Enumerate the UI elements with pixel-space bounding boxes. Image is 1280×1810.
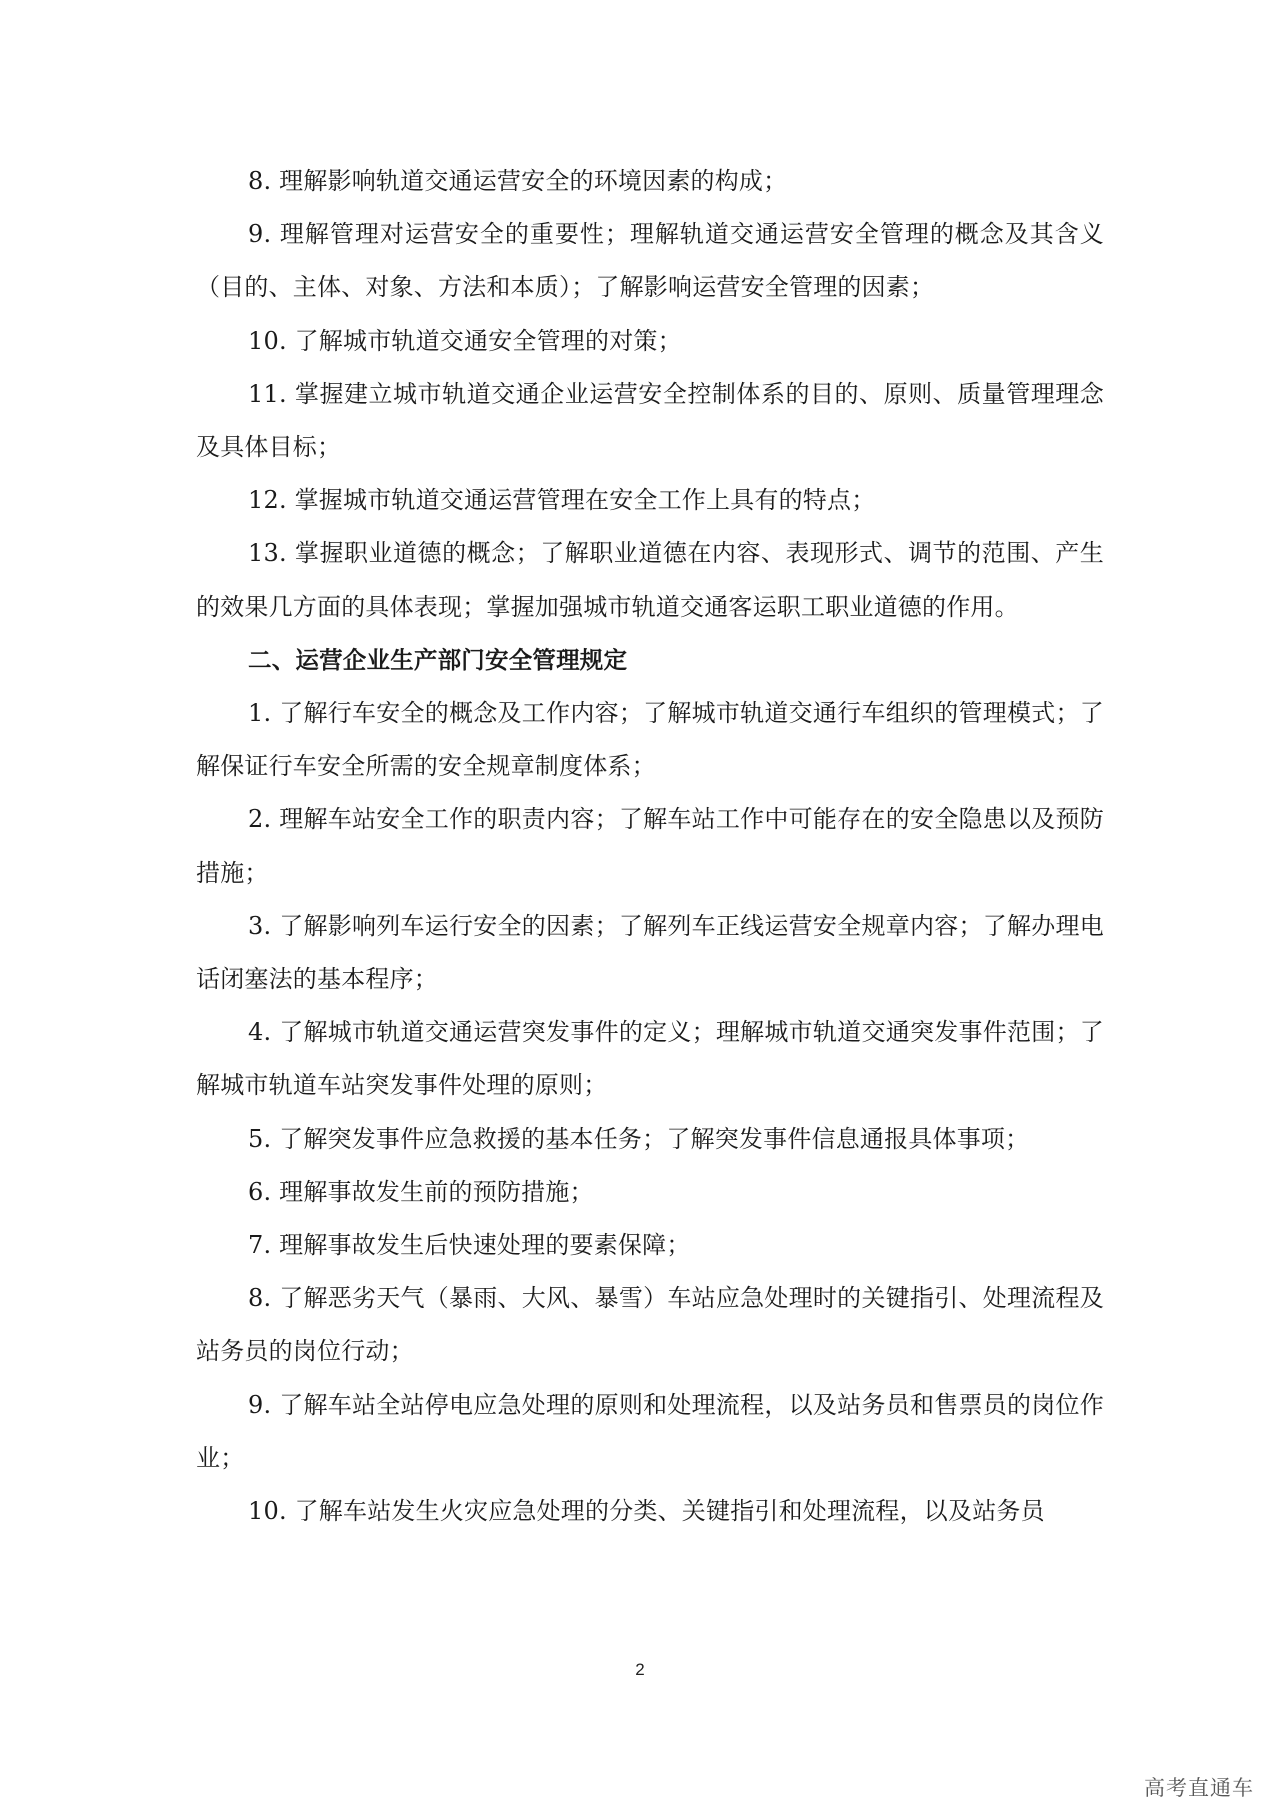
section-item-3: 3. 了解影响列车运行安全的因素；了解列车正线运营安全规章内容；了解办理电话闭塞法的基本程序；: [196, 911, 1104, 994]
section-item-2: 2. 理解车站安全工作的职责内容；了解车站工作中可能存在的安全隐患以及预防措施；: [196, 805, 1104, 887]
section-item-4: 4. 了解城市轨道交通运营突发事件的定义；理解城市轨道交通突发事件范围；了解城市轨道车站突发事件处理的原则；: [196, 1018, 1104, 1100]
section-heading: 二、运营企业生产部门安全管理规定: [248, 645, 628, 674]
paragraph-item-9: 9. 理解管理对运营安全的重要性；理解轨道交通运营安全管理的概念及其含义（目的、主体、对象、方法和本质）；了解影响运营安全管理的因素；: [196, 220, 1104, 302]
paragraph-item-11: 11. 掌握建立城市轨道交通企业运营安全控制体系的目的、原则、质量管理理念及具体目标；: [196, 379, 1104, 462]
document-body: [196, 155, 1104, 1538]
section-item-7: 7. 理解事故发生后快速处理的要素保障；: [248, 1231, 691, 1260]
section-item-5: 5. 了解突发事件应急救援的基本任务；了解突发事件信息通报具体事项；: [248, 1124, 1030, 1153]
paragraph-item-10: 10. 了解城市轨道交通安全管理的对策；: [248, 326, 682, 355]
section-item-1: 1. 了解行车安全的概念及工作内容；了解城市轨道交通行车组织的管理模式；了解保证行车安全所需的安全规章制度体系；: [196, 699, 1104, 781]
section-item-9: 9. 了解车站全站停电应急处理的原则和处理流程，以及站务员和售票员的岗位作业；: [196, 1390, 1104, 1472]
section-item-10: 10. 了解车站发生火灾应急处理的分类、关键指引和处理流程，以及站务员: [248, 1497, 1045, 1526]
watermark-text: 高考直通车: [1144, 1776, 1254, 1800]
section-item-8: 8. 了解恶劣天气（暴雨、大风、暴雪）车站应急处理时的关键指引、处理流程及站务员的岗位行动；: [196, 1284, 1104, 1366]
page-number: 2: [635, 1660, 645, 1679]
paragraph-item-8: 8. 理解影响轨道交通运营安全的环境因素的构成；: [248, 167, 788, 195]
paragraph-item-13: 13. 掌握职业道德的概念；了解职业道德在内容、表现形式、调节的范围、产生的效果几方面的具体表现；掌握加强城市轨道交通客运职工职业道德的作用。: [196, 539, 1104, 621]
paragraph-item-12: 12. 掌握城市轨道交通运营管理在安全工作上具有的特点；: [248, 486, 876, 515]
section-item-6: 6. 理解事故发生前的预防措施；: [248, 1177, 594, 1206]
